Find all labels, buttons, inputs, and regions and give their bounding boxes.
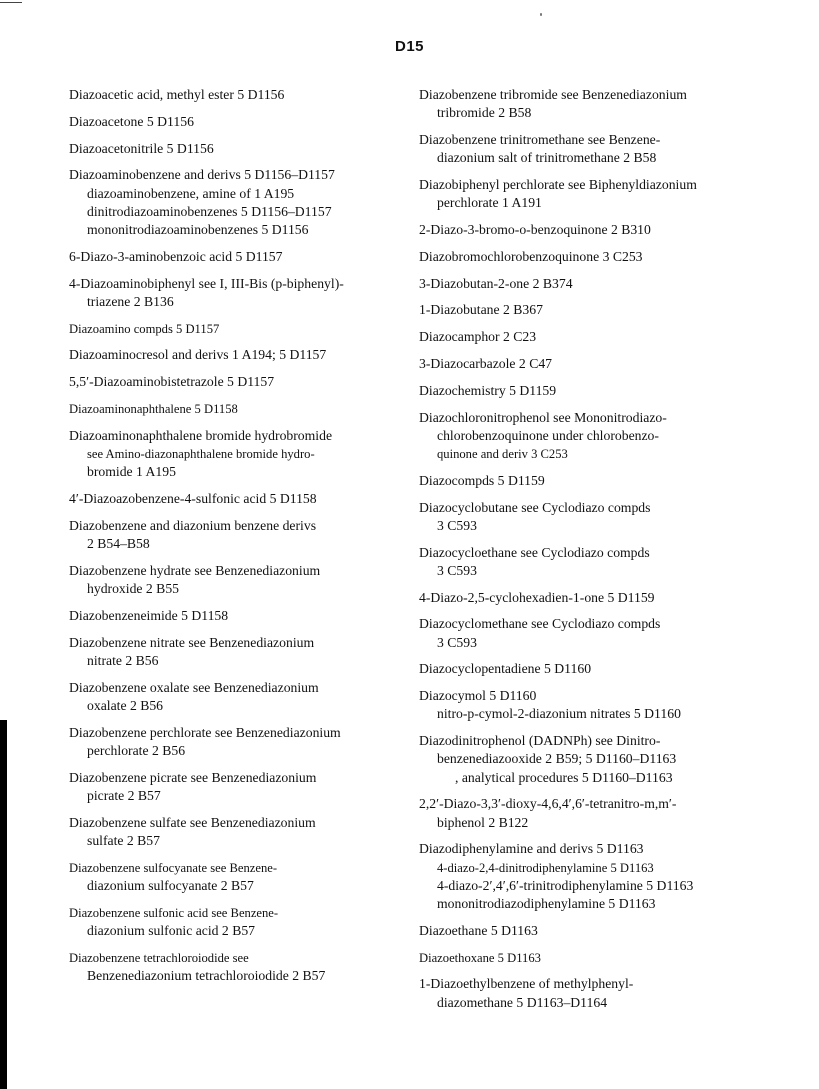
index-entry-continuation: 4-diazo-2,4-dinitrodiphenylamine 5 D1163 [437, 860, 654, 875]
index-entry [69, 248, 419, 266]
index-entry [69, 346, 419, 364]
index-entry-heading: Diazobenzene tetrachloroiodide see [69, 950, 249, 965]
index-entry-heading: Diazobiphenyl perchlorate see Biphenyldiazonium [419, 177, 697, 192]
index-entry-heading: 4-Diazoaminobiphenyl see I, III-Bis (p-biphenyl)- [69, 275, 344, 291]
index-entry [419, 86, 809, 122]
index-entry-heading: Diazobenzene sulfocyanate see Benzene- [69, 860, 278, 875]
index-entry-heading: Diazochemistry 5 D1159 [419, 382, 557, 398]
index-entry-heading: Diazobenzene trinitromethane see Benzene- [419, 132, 661, 147]
index-entry [419, 328, 809, 346]
index-entry [419, 544, 809, 580]
index-entry-continuation: perchlorate 1 A191 [437, 195, 542, 211]
index-entry [69, 427, 419, 482]
index-entry [69, 607, 419, 625]
index-entry-heading: 4′-Diazoazobenzene-4-sulfonic acid 5 D1158 [69, 490, 317, 506]
index-entry-heading: Diazobenzene picrate see Benzenediazonium [69, 769, 317, 785]
index-entry [419, 176, 809, 212]
index-entry-continuation: picrate 2 B57 [87, 787, 161, 803]
index-entry-heading: Diazoamino compds 5 D1157 [69, 321, 220, 336]
index-entry-continuation: bromide 1 A195 [87, 464, 176, 480]
index-entry-continuation: diazoaminobenzene, amine of 1 A195 [87, 185, 295, 201]
index-entry-heading: Diazoaminonaphthalene 5 D1158 [69, 401, 238, 416]
index-entry-heading: 3-Diazocarbazole 2 C47 [419, 355, 553, 371]
index-entry [419, 472, 809, 490]
index-entry-heading: Diazoacetic acid, methyl ester 5 D1156 [69, 87, 285, 102]
index-entry-continuation: nitrate 2 B56 [87, 652, 159, 668]
index-entry [419, 687, 809, 723]
index-entry [69, 320, 419, 338]
index-entry-continuation: mononitrodiazodiphenylamine 5 D1163 [437, 895, 656, 911]
index-entry-heading: 1-Diazobutane 2 B367 [419, 302, 543, 318]
index-entry-heading: Diazoethoxane 5 D1163 [419, 950, 541, 965]
index-entry [419, 975, 809, 1011]
index-entry [69, 113, 419, 131]
index-entry-continuation: sulfate 2 B57 [87, 832, 160, 848]
index-entry-continuation: diazomethane 5 D1163–D1164 [437, 994, 608, 1010]
index-entry-heading: Diazoaminobenzene and derivs 5 D1156–D1157 [69, 167, 335, 183]
index-entry [69, 373, 419, 391]
index-entry [69, 904, 419, 940]
index-entry-heading: Diazoacetonitrile 5 D1156 [69, 140, 214, 156]
index-entry [419, 275, 809, 293]
index-entry-continuation: quinone and deriv 3 C253 [437, 446, 568, 461]
index-entry [69, 517, 419, 553]
index-entry-heading: Diazocamphor 2 C23 [419, 329, 537, 345]
index-entry [419, 732, 809, 787]
index-entry-heading: Diazocymol 5 D1160 [419, 688, 537, 704]
index-entry-heading: 3-Diazobutan-2-one 2 B374 [419, 275, 573, 291]
index-entry [69, 814, 419, 850]
index-entry-heading: Diazoaminocresol and derivs 1 A194; 5 D1157 [69, 347, 327, 363]
index-entry-heading: Diazocycloethane see Cyclodiazo compds [419, 544, 650, 560]
index-entry-heading: Diazobenzene sulfonic acid see Benzene- [69, 905, 279, 920]
index-entry-continuation: chlorobenzoquinone under chlorobenzo- [437, 427, 659, 443]
index-entry-continuation: , analytical procedures 5 D1160–D1163 [455, 769, 673, 785]
index-entry [69, 724, 419, 760]
index-entry-heading: Diazobenzene nitrate see Benzenediazonium [69, 634, 315, 650]
index-entry [419, 499, 809, 535]
index-entry-heading: Diazochloronitrophenol see Mononitrodiazo- [419, 409, 667, 425]
index-entry [69, 562, 419, 598]
index-entry [419, 409, 809, 464]
index-entry-heading: Diazocompds 5 D1159 [419, 472, 545, 488]
index-entry [419, 660, 809, 678]
index-column-left [69, 86, 419, 994]
index-entry-continuation: dinitrodiazoaminobenzenes 5 D1156–D1157 [87, 203, 332, 219]
index-entry [419, 795, 809, 831]
index-entry-continuation: hydroxide 2 B55 [87, 580, 180, 596]
index-entry-heading: Diazocyclobutane see Cyclodiazo compds [419, 499, 651, 515]
index-entry [419, 589, 809, 607]
index-entry [69, 490, 419, 508]
top-edge-mark [0, 2, 22, 3]
index-entry-heading: Diazobenzene hydrate see Benzenediazonium [69, 562, 321, 578]
index-entry [69, 86, 419, 104]
index-entry-heading: 6-Diazo-3-aminobenzoic acid 5 D1157 [69, 248, 283, 264]
index-entry-heading: Diazocyclopentadiene 5 D1160 [419, 661, 592, 677]
index-entry [69, 949, 419, 985]
index-entry [419, 131, 809, 167]
index-entry [69, 275, 419, 311]
index-entry [419, 840, 809, 913]
index-entry-continuation: biphenol 2 B122 [437, 814, 529, 830]
index-entry-heading: Diazocyclomethane see Cyclodiazo compds [419, 616, 661, 632]
index-entry [69, 769, 419, 805]
index-entry-heading: Diazoethane 5 D1163 [419, 922, 538, 938]
index-entry [419, 221, 809, 239]
index-entry-heading: Diazodiphenylamine and derivs 5 D1163 [419, 841, 644, 857]
scan-speck [540, 13, 542, 16]
index-entry [419, 301, 809, 319]
index-entry-continuation: Benzenediazonium tetrachloroiodide 2 B57 [87, 967, 326, 983]
index-entry-heading: 1-Diazoethylbenzene of methylphenyl- [419, 976, 634, 992]
index-entry-continuation: diazonium sulfocyanate 2 B57 [87, 877, 254, 893]
index-entry-continuation: nitro-p-cymol-2-diazonium nitrates 5 D1160 [437, 706, 681, 722]
index-entry-heading: Diazobenzene and diazonium benzene derivs [69, 517, 317, 533]
index-entry [69, 634, 419, 670]
index-entry [69, 400, 419, 418]
index-entry-continuation: diazonium sulfonic acid 2 B57 [87, 922, 256, 938]
index-entry-heading: Diazobenzene perchlorate see Benzenediazonium [69, 724, 341, 740]
index-entry-continuation: oxalate 2 B56 [87, 697, 164, 713]
index-entry-heading: 2,2′-Diazo-3,3′-dioxy-4,6,4′,6′-tetranitro-m,m′- [419, 796, 677, 812]
index-entry-continuation: see Amino-diazonaphthalene bromide hydro- [87, 446, 315, 461]
index-entry-heading: Diazobenzene oxalate see Benzenediazonium [69, 679, 319, 695]
index-entry [69, 679, 419, 715]
index-entry [419, 949, 809, 967]
index-entry-continuation: benzenediazooxide 2 B59; 5 D1160–D1163 [437, 751, 677, 767]
index-entry [69, 166, 419, 239]
index-entry [419, 248, 809, 266]
index-entry-heading: Diazobenzene tribromide see Benzenediazonium [419, 87, 687, 102]
index-entry [419, 615, 809, 651]
index-entry-heading: Diazobenzene sulfate see Benzenediazonium [69, 814, 316, 830]
index-entry [419, 382, 809, 400]
index-entry [419, 922, 809, 940]
index-entry-continuation: 2 B54–B58 [87, 535, 150, 551]
index-entry-heading: Diazodinitrophenol (DADNPh) see Dinitro- [419, 733, 661, 749]
index-entry-heading: 5,5′-Diazoaminobistetrazole 5 D1157 [69, 374, 275, 390]
index-entry-heading: 4-Diazo-2,5-cyclohexadien-1-one 5 D1159 [419, 589, 655, 605]
index-entry-continuation: diazonium salt of trinitromethane 2 B58 [437, 150, 657, 166]
binding-edge-shadow [0, 720, 7, 1089]
index-entry-heading: Diazoaminonaphthalene bromide hydrobromide [69, 427, 333, 443]
index-entry-continuation: 3 C593 [437, 634, 477, 650]
index-entry [419, 355, 809, 373]
index-entry [69, 140, 419, 158]
index-entry-continuation: 3 C593 [437, 562, 477, 578]
index-entry-continuation: perchlorate 2 B56 [87, 742, 186, 758]
index-entry-continuation: triazene 2 B136 [87, 293, 174, 309]
index-entry-heading: Diazoacetone 5 D1156 [69, 113, 194, 129]
index-entry-continuation: 3 C593 [437, 517, 477, 533]
index-entry [69, 859, 419, 895]
index-entry-heading: Diazobromochlorobenzoquinone 3 C253 [419, 248, 643, 264]
index-entry-continuation: 4-diazo-2′,4′,6′-trinitrodiphenylamine 5 D1163 [437, 877, 694, 893]
index-entry-continuation: mononitrodiazoaminobenzenes 5 D1156 [87, 222, 309, 237]
index-column-right [419, 86, 809, 1020]
page-header: D15 [394, 38, 425, 55]
index-entry-continuation: tribromide 2 B58 [437, 105, 532, 121]
index-entry-heading: Diazobenzeneimide 5 D1158 [69, 607, 229, 623]
index-entry-heading: 2-Diazo-3-bromo-o-benzoquinone 2 B310 [419, 222, 651, 237]
